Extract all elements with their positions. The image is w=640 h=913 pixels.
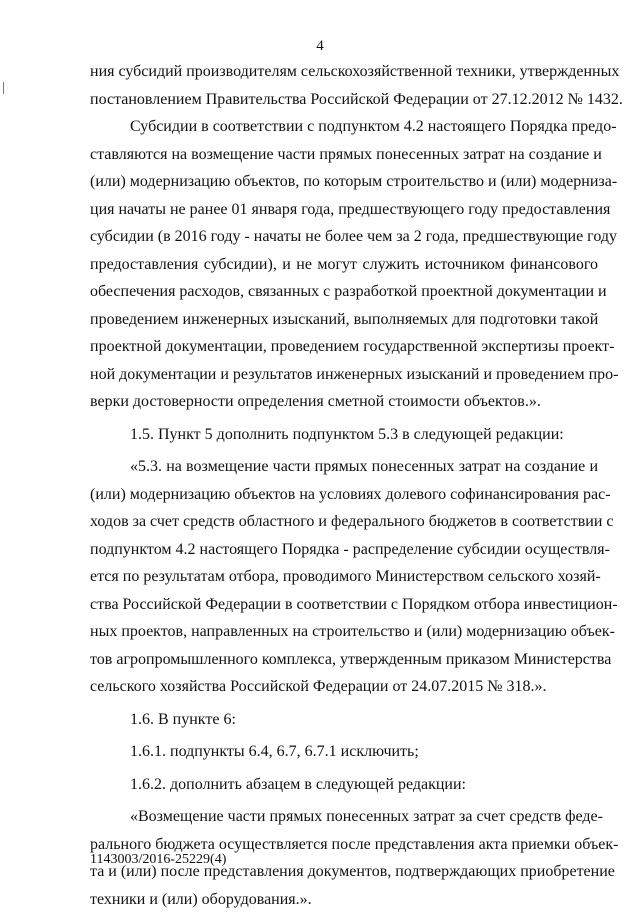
paragraph bbox=[90, 771, 598, 799]
text-line: ства Российской Федерации в соответствии с Порядком отбора инвестицион- bbox=[90, 591, 598, 619]
paragraph bbox=[90, 113, 598, 416]
text-line: тов агропромышленного комплекса, утвержденным приказом Министерства bbox=[90, 646, 598, 674]
text-line: ция начаты не ранее 01 января года, предшествующего году предоставления bbox=[90, 196, 598, 224]
text-line: проектной документации, проведением государственной экспертизы проект- bbox=[90, 333, 598, 361]
text-line: та и (или) после представления документов, подтверждающих приобретение bbox=[90, 858, 598, 886]
text-line: обеспечения расходов, связанных с разработкой проектной документации и bbox=[90, 278, 598, 306]
text-line: ходов за счет средств областного и федерального бюджетов в соответствии с bbox=[90, 508, 598, 536]
text-line: «Возмещение части прямых понесенных затрат за счет средств феде- bbox=[90, 803, 598, 831]
text-line: ной документации и результатов инженерных изысканий и проведением про- bbox=[90, 361, 598, 389]
text-line: постановлением Правительства Российской Федерации от 27.12.2012 № 1432. bbox=[90, 86, 598, 114]
text-line: ных проектов, направленных на строительство и (или) модернизацию объек- bbox=[90, 618, 598, 646]
paragraph bbox=[90, 453, 598, 701]
text-line: сельского хозяйства Российской Федерации от 24.07.2015 № 318.». bbox=[90, 673, 598, 701]
text-line: 1.6.1. подпункты 6.4, 6.7, 6.7.1 исключить; bbox=[90, 738, 598, 766]
text-line: Субсидии в соответствии с подпунктом 4.2 настоящего Порядка предо- bbox=[90, 113, 598, 141]
text-line: техники и (или) оборудования.». bbox=[90, 886, 598, 913]
text-line: подпунктом 4.2 настоящего Порядка - распределение субсидии осуществля- bbox=[90, 536, 598, 564]
paragraph bbox=[90, 58, 598, 113]
page-number: 4 bbox=[0, 38, 640, 55]
paragraph bbox=[90, 738, 598, 766]
text-line: ния субсидий производителям сельскохозяйственной техники, утвержденных bbox=[90, 58, 598, 86]
paragraph bbox=[90, 706, 598, 734]
text-line: ется по результатам отбора, проводимого Министерством сельского хозяй- bbox=[90, 563, 598, 591]
document-code: 1143003/2016-25229(4) bbox=[90, 852, 226, 868]
text-line: 1.5. Пункт 5 дополнить подпунктом 5.3 в следующей редакции: bbox=[90, 421, 598, 449]
text-line: предоставления субсидии), и не могут служить источником финансового bbox=[90, 251, 598, 279]
text-line: «5.3. на возмещение части прямых понесенных затрат на создание и bbox=[90, 453, 598, 481]
text-line: проведением инженерных изысканий, выполняемых для подготовки такой bbox=[90, 306, 598, 334]
document-body bbox=[90, 58, 598, 913]
text-line: ставляются на возмещение части прямых понесенных затрат на создание и bbox=[90, 141, 598, 169]
text-line: (или) модернизацию объектов на условиях долевого софинансирования рас- bbox=[90, 481, 598, 509]
paragraph bbox=[90, 421, 598, 449]
text-line: верки достоверности определения сметной стоимости объектов.». bbox=[90, 388, 598, 416]
text-line: 1.6.2. дополнить абзацем в следующей редакции: bbox=[90, 771, 598, 799]
text-line: рального бюджета осуществляется после представления акта приемки объек- bbox=[90, 831, 598, 859]
scan-edge-mark bbox=[3, 82, 4, 94]
text-line: 1.6. В пункте 6: bbox=[90, 706, 598, 734]
text-line: субсидии (в 2016 году - начаты не более чем за 2 года, предшествующие году bbox=[90, 223, 598, 251]
text-line: (или) модернизацию объектов, по которым строительство и (или) модерниза- bbox=[90, 168, 598, 196]
